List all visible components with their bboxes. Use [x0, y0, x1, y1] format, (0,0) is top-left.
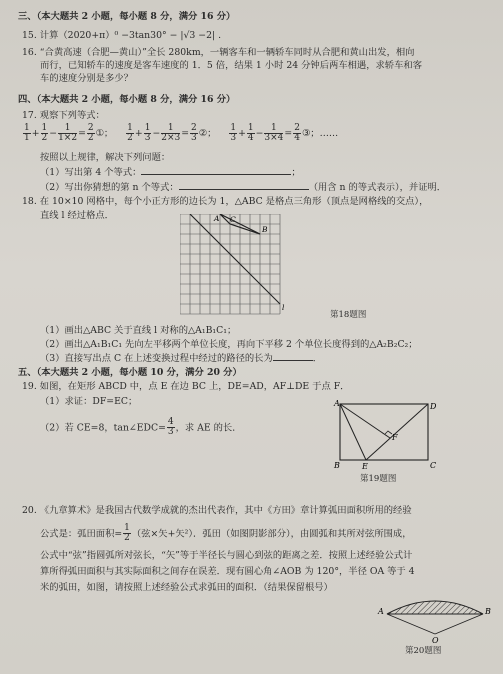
svg-text:B: B — [334, 461, 340, 470]
label-b: B — [262, 225, 268, 234]
equation-2: $\frac{1}{2}$ + $\frac{1}{3}$ − $\frac{1}{2\times 3}$ = $\frac{2}{3}$ ②； — [127, 123, 217, 144]
question-18-part-3: （3）直接写出点 C 在上述变换过程中经过的路径的长为 ． — [40, 353, 323, 364]
section-3-title: 三、（本大题共 2 小题，每小题 8 分，满分 16 分） — [18, 11, 236, 22]
section-4-title: 四、（本大题共 2 小题，每小题 8 分，满分 16 分） — [18, 94, 236, 105]
question-number: 18. — [22, 196, 37, 207]
question-18-part-2: （2）画出△A₁B₁C₁ 先向左平移两个单位长度，再向下平移 2 个单位长度得到的△A₂B₂C₂； — [40, 339, 418, 350]
absolute-value-expression: |√3 −2| — [180, 30, 216, 41]
svg-text:A: A — [378, 607, 384, 616]
figure-20-arc-field — [375, 594, 493, 644]
label-l: l — [282, 303, 285, 312]
answer-blank[interactable] — [179, 189, 309, 190]
question-17-part-1: （1）写出第 4 个等式： ； — [40, 167, 301, 178]
question-17-rule: 按照以上规律，解决下列问题： — [40, 152, 171, 163]
answer-blank[interactable] — [141, 174, 291, 175]
answer-blank[interactable] — [273, 360, 313, 361]
question-number: 19. — [22, 381, 37, 392]
label-a: A — [214, 214, 220, 223]
svg-text:A: A — [334, 399, 340, 408]
question-19-part-1: （1）求证：DF=EC； — [40, 396, 138, 407]
question-18-part-1: （1）画出△ABC 关于直线 l 对称的△A₁B₁C₁； — [40, 325, 237, 336]
svg-text:B: B — [485, 607, 491, 616]
equation-3: $\frac{1}{3}$ + $\frac{1}{4}$ − $\frac{1}{3\times 4}$ = $\frac{2}{4}$ ③；…… — [230, 123, 339, 144]
question-number: 17. — [22, 110, 37, 121]
figure-20-caption: 第20题图 — [405, 646, 442, 656]
question-17-part-2: （2）写出你猜想的第 n 个等式： （用含 n 的等式表示），并证明． — [40, 182, 447, 193]
equation-1: $\frac{1}{1}$ + $\frac{1}{2}$ − $\frac{1}{1\times 2}$ = $\frac{2}{2}$ ①； — [24, 123, 114, 144]
question-18: 18. 在 10×10 网格中，每个小正方形的边长为 1，△ABC 是格点三角形（顶点是网格线的交点）， — [22, 196, 429, 207]
figure-18-grid — [180, 214, 320, 326]
question-17-equations — [22, 124, 338, 144]
question-19-part-2: （2）若 CE=8，tan∠EDC= $\frac{4}{3}$ ，求 AE 的长． — [40, 417, 242, 438]
question-17-intro: 17. 观察下列等式： — [22, 110, 105, 121]
svg-text:F: F — [392, 433, 398, 442]
question-20: 20. 《九章算术》是我国古代数学成就的杰出代表作，其中《方田》章计算弧田面积所用的经验 — [22, 505, 412, 516]
question-number: 20. — [22, 505, 37, 516]
question-15: 15. 计算（2020+π）⁰ −3tan30° − |√3 −2| . — [22, 30, 222, 41]
question-20-formula: 公式是：弧田面积= $\frac{1}{2}$ （弦×矢+矢²）．弧田（如图阴影部分），由圆弧和其所对弦所围成， — [40, 523, 412, 544]
exam-page: 三、（本大题共 2 小题，每小题 8 分，满分 16 分） 15. 计算（2020+π）⁰ −3tan30° − |√3 −2| . 16. “合黄高速（合肥—黄山）”全长 280km，一辆客车和一辆轿车同时从合肥和黄山出发，相向 而行，已知轿车的速度是客车速度的 1．5 倍，结果 1 小时 24 分钟后两车相遇，求轿车和客 车的速度分别是多少？ 四、（本大题共 2 小题，每小题 8 分，满分 16 分） 17. 观察下列等式： $\frac{1}{1}$ + $\frac{1}{2}$ − $\frac{1}{1\times 2}$ = $\frac{2}{2}$ ①； $\frac{1}{2}$ + $\frac{1}{3}$ − $\frac{1}{2\times 3}$ = $\frac{2}{3}$ ②； $\frac{1}{3}$ + $\frac{1}{4}$ − $\frac{1}{3\times 4}$ = $\frac{2}{4}$ ③；…… 按照以上规律，解决下列问题： （1）写出第 4 个等式： ； （2）写出你猜想的第 n 个等式： （用含 n 的等式表示），并证明． 18. 在 10×10 网格中，每个小正方形的边长为 1，△ABC 是格点三角形（顶点是网格线的交点）， 直线 l 经过格点． A C B l 第18题图 （1）画出△ABC 关于直线 l 对称的△A₁B₁C₁； （2）画出△A₁B₁C₁ 先向左平移两个单位长度，再向下平移 2 个单位长度得到的△A₂B₂C₂； （3）直接写出点 C 在上述变换过程中经过的路径的长为 ． 五、（本大题共 2 小题，每小题 10 分，满分 20 分） 19. 如图，在矩形 ABCD 中，点 E 在边 BC 上，DE=AD，AF⊥DE 于点 F． （1）求证：DF=EC； （2）若 CE=8，tan∠EDC= $\frac{4}{3}$ ，求 AE 的长． A D B C E F 第19题图 20. 《九章算术》是我国古代数学成就的杰出代表作，其中《方田》章计算弧田面积所用的经验 公式是：弧田面积= $\frac{1}{2}$ （弦×矢+矢²）．弧田（如图阴影部分），由圆弧和其所对弦所围成， 公式中“弦”指圆弧所对弦长，“矢”等于半径长与圆心到弦的距离之差．按照上述经验公式计 算所得弧田面积与其实际面积之间存在误差．现有圆心角∠AOB 为 120°，半径 OA 等于 4 米的弧田，如图，请按照上述经验公式求弧田的面积．（结果保留根号） A B O 第20题图 — [0, 0, 503, 674]
figure-18-caption: 第18题图 — [330, 310, 367, 320]
figure-19-rectangle — [330, 398, 442, 474]
question-number: 16. — [22, 47, 37, 58]
svg-text:D: D — [430, 402, 437, 411]
svg-text:C: C — [430, 461, 437, 470]
question-16: 16. “合黄高速（合肥—黄山）”全长 280km，一辆客车和一辆轿车同时从合肥和黄山出发，相向 而行，已知轿车的速度是客车速度的 1．5 倍，结果 1 小时 24 分钟后两车相遇，求轿车和客 车的速度分别是多少？ — [22, 47, 422, 84]
svg-text:O: O — [432, 636, 439, 644]
question-number: 15. — [22, 30, 37, 41]
figure-19-caption: 第19题图 — [360, 474, 397, 484]
svg-text:E: E — [362, 462, 368, 471]
label-c: C — [230, 215, 236, 224]
question-text: 计算（2020+π）⁰ −3tan30° − — [39, 30, 178, 41]
section-5-title: 五、（本大题共 2 小题，每小题 10 分，满分 20 分） — [18, 367, 242, 378]
question-19: 19. 如图，在矩形 ABCD 中，点 E 在边 BC 上，DE=AD，AF⊥DE 于点 F． — [22, 381, 350, 392]
